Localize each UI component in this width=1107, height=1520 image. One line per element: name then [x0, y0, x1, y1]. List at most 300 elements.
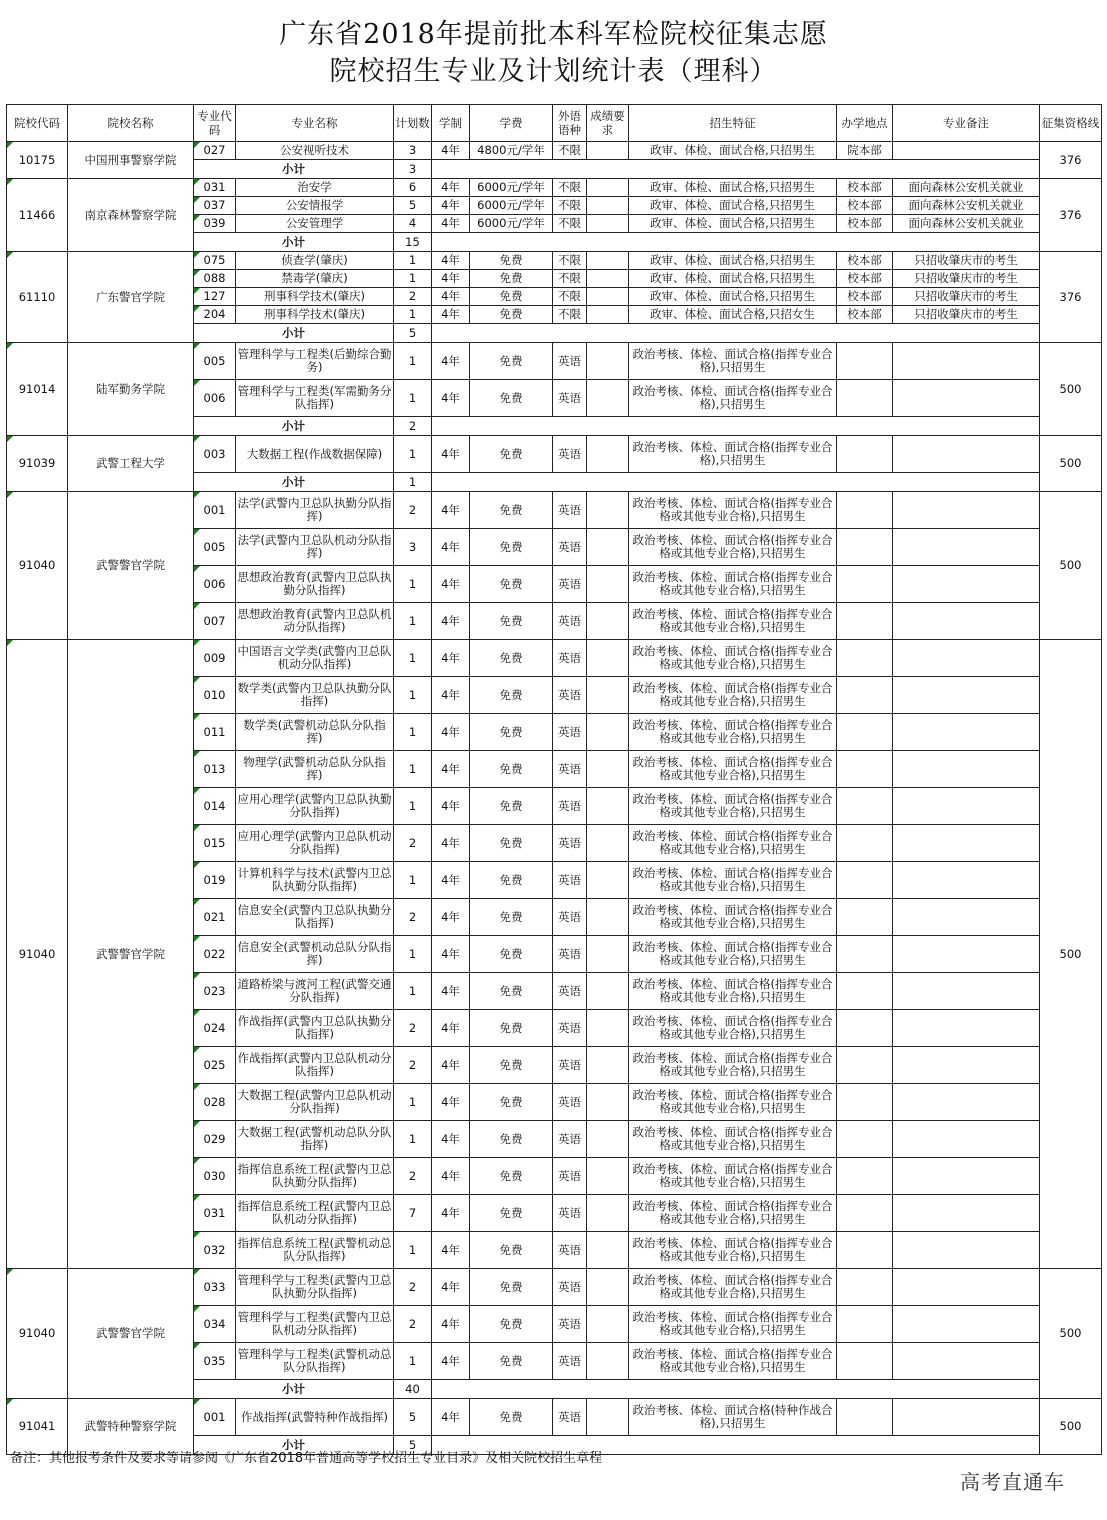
admission-feature-cell: 政审、体检、面试合格,只招男生 [629, 270, 837, 288]
plan-count-cell: 5 [394, 197, 432, 215]
score-requirement-cell [587, 936, 629, 973]
major-code-cell: 127 [194, 288, 236, 306]
campus-cell [837, 1010, 893, 1047]
column-header: 招生特征 [629, 105, 837, 142]
admission-feature-cell: 政审、体检、面试合格,只招男生 [629, 197, 837, 215]
major-note-cell [893, 788, 1040, 825]
major-code-cell: 204 [194, 306, 236, 324]
score-requirement-cell [587, 1084, 629, 1121]
qualifying-score-cell: 376 [1040, 179, 1102, 252]
plan-count-cell: 1 [394, 566, 432, 603]
qualifying-score-cell: 500 [1040, 343, 1102, 436]
major-code-cell: 023 [194, 973, 236, 1010]
tuition-cell: 免费 [470, 380, 553, 417]
major-name-cell: 刑事科学技术(肇庆) [236, 288, 394, 306]
campus-cell [837, 1399, 893, 1436]
admission-feature-cell: 政治考核、体检、面试合格(特种作战合格),只招男生 [629, 1399, 837, 1436]
plan-count-cell: 1 [394, 380, 432, 417]
subtotal-filler [432, 324, 1040, 343]
major-note-cell [893, 603, 1040, 640]
admission-feature-cell: 政治考核、体检、面试合格(指挥专业合格或其他专业合格),只招男生 [629, 714, 837, 751]
school-name-cell: 武警警官学院 [68, 1269, 194, 1399]
major-name-cell: 思想政治教育(武警内卫总队机动分队指挥) [236, 603, 394, 640]
campus-cell [837, 1084, 893, 1121]
plan-count-cell: 1 [394, 1121, 432, 1158]
plan-count-cell: 3 [394, 142, 432, 160]
major-code-cell: 027 [194, 142, 236, 160]
score-requirement-cell [587, 1232, 629, 1269]
major-code-cell: 039 [194, 215, 236, 233]
admission-feature-cell: 政治考核、体检、面试合格(指挥专业合格或其他专业合格),只招男生 [629, 1084, 837, 1121]
language-cell: 英语 [553, 677, 587, 714]
language-cell: 不限 [553, 252, 587, 270]
table-row [7, 343, 1102, 380]
campus-cell [837, 492, 893, 529]
plan-count-cell: 1 [394, 788, 432, 825]
table-row [7, 640, 1102, 677]
major-code-cell: 034 [194, 1306, 236, 1343]
tuition-cell: 免费 [470, 343, 553, 380]
school-code-cell: 91040 [7, 640, 68, 1269]
school-code-cell: 91014 [7, 343, 68, 436]
duration-cell: 4年 [432, 1010, 470, 1047]
major-code-cell: 021 [194, 899, 236, 936]
major-note-cell [893, 1084, 1040, 1121]
duration-cell: 4年 [432, 1084, 470, 1121]
subtotal-value: 15 [394, 233, 432, 252]
school-name-cell: 武警警官学院 [68, 492, 194, 640]
admission-feature-cell: 政治考核、体检、面试合格(指挥专业合格或其他专业合格),只招男生 [629, 529, 837, 566]
duration-cell: 4年 [432, 142, 470, 160]
column-header: 学费 [470, 105, 553, 142]
table-row [7, 1269, 1102, 1306]
subtotal-filler [432, 417, 1040, 436]
campus-cell [837, 936, 893, 973]
major-note-cell [893, 529, 1040, 566]
major-note-cell [893, 640, 1040, 677]
campus-cell [837, 825, 893, 862]
language-cell: 英语 [553, 1121, 587, 1158]
tuition-cell: 免费 [470, 1195, 553, 1232]
major-note-cell [893, 973, 1040, 1010]
major-code-cell: 015 [194, 825, 236, 862]
major-code-cell: 001 [194, 1399, 236, 1436]
duration-cell: 4年 [432, 1047, 470, 1084]
language-cell: 英语 [553, 1195, 587, 1232]
duration-cell: 4年 [432, 306, 470, 324]
score-requirement-cell [587, 179, 629, 197]
score-requirement-cell [587, 306, 629, 324]
major-code-cell: 006 [194, 380, 236, 417]
enrollment-table [6, 104, 1102, 1455]
language-cell: 不限 [553, 270, 587, 288]
score-requirement-cell [587, 343, 629, 380]
major-note-cell [893, 862, 1040, 899]
tuition-cell: 免费 [470, 288, 553, 306]
major-note-cell: 只招收肇庆市的考生 [893, 288, 1040, 306]
duration-cell: 4年 [432, 215, 470, 233]
admission-feature-cell: 政治考核、体检、面试合格(指挥专业合格或其他专业合格),只招男生 [629, 1195, 837, 1232]
plan-count-cell: 1 [394, 714, 432, 751]
admission-feature-cell: 政治考核、体检、面试合格(指挥专业合格或其他专业合格),只招男生 [629, 751, 837, 788]
tuition-cell: 免费 [470, 270, 553, 288]
campus-cell [837, 566, 893, 603]
duration-cell: 4年 [432, 1195, 470, 1232]
subtotal-filler [432, 160, 1040, 179]
major-name-cell: 信息安全(武警内卫总队执勤分队指挥) [236, 899, 394, 936]
duration-cell: 4年 [432, 899, 470, 936]
major-name-cell: 公安情报学 [236, 197, 394, 215]
admission-feature-cell: 政审、体检、面试合格,只招男生 [629, 179, 837, 197]
admission-feature-cell: 政审、体检、面试合格,只招女生 [629, 306, 837, 324]
subtotal-label: 小计 [194, 473, 394, 492]
major-code-cell: 037 [194, 197, 236, 215]
major-note-cell: 只招收肇庆市的考生 [893, 270, 1040, 288]
campus-cell [837, 640, 893, 677]
major-code-cell: 019 [194, 862, 236, 899]
score-requirement-cell [587, 197, 629, 215]
plan-count-cell: 1 [394, 270, 432, 288]
score-requirement-cell [587, 603, 629, 640]
major-name-cell: 中国语言文学类(武警内卫总队机动分队指挥) [236, 640, 394, 677]
campus-cell: 院本部 [837, 142, 893, 160]
watermark-text: 高考直通车 [960, 1470, 1065, 1494]
campus-cell [837, 1047, 893, 1084]
duration-cell: 4年 [432, 788, 470, 825]
major-code-cell: 088 [194, 270, 236, 288]
duration-cell: 4年 [432, 603, 470, 640]
major-code-cell: 009 [194, 640, 236, 677]
score-requirement-cell [587, 1047, 629, 1084]
admission-feature-cell: 政治考核、体检、面试合格(指挥专业合格或其他专业合格),只招男生 [629, 1343, 837, 1380]
major-code-cell: 003 [194, 436, 236, 473]
admission-feature-cell: 政治考核、体检、面试合格(指挥专业合格或其他专业合格),只招男生 [629, 640, 837, 677]
score-requirement-cell [587, 862, 629, 899]
tuition-cell: 免费 [470, 1269, 553, 1306]
tuition-cell: 免费 [470, 973, 553, 1010]
duration-cell: 4年 [432, 751, 470, 788]
major-name-cell: 公安管理学 [236, 215, 394, 233]
footnote: 备注：其他报考条件及要求等请参阅《广东省2018年普通高等学校招生专业目录》及相关院校招生章程 [10, 1451, 603, 1466]
major-name-cell: 信息安全(武警机动总队分队指挥) [236, 936, 394, 973]
language-cell: 英语 [553, 1158, 587, 1195]
tuition-cell: 免费 [470, 603, 553, 640]
major-code-cell: 007 [194, 603, 236, 640]
major-code-cell: 035 [194, 1343, 236, 1380]
column-header: 院校名称 [68, 105, 194, 142]
tuition-cell: 免费 [470, 306, 553, 324]
campus-cell [837, 1343, 893, 1380]
admission-feature-cell: 政审、体检、面试合格,只招男生 [629, 252, 837, 270]
major-note-cell [893, 566, 1040, 603]
major-name-cell: 侦查学(肇庆) [236, 252, 394, 270]
admission-feature-cell: 政审、体检、面试合格,只招男生 [629, 215, 837, 233]
plan-count-cell: 1 [394, 252, 432, 270]
language-cell: 不限 [553, 197, 587, 215]
language-cell: 英语 [553, 1343, 587, 1380]
language-cell: 英语 [553, 1010, 587, 1047]
school-name-cell: 武警警官学院 [68, 640, 194, 1269]
language-cell: 不限 [553, 306, 587, 324]
duration-cell: 4年 [432, 436, 470, 473]
major-name-cell: 思想政治教育(武警内卫总队执勤分队指挥) [236, 566, 394, 603]
score-requirement-cell [587, 215, 629, 233]
tuition-cell: 免费 [470, 1121, 553, 1158]
language-cell: 英语 [553, 436, 587, 473]
duration-cell: 4年 [432, 380, 470, 417]
campus-cell [837, 343, 893, 380]
score-requirement-cell [587, 492, 629, 529]
major-name-cell: 管理科学与工程类(武警内卫总队机动分队指挥) [236, 1306, 394, 1343]
duration-cell: 4年 [432, 529, 470, 566]
score-requirement-cell [587, 1306, 629, 1343]
plan-count-cell: 1 [394, 306, 432, 324]
language-cell: 英语 [553, 343, 587, 380]
campus-cell [837, 436, 893, 473]
tuition-cell: 免费 [470, 1306, 553, 1343]
duration-cell: 4年 [432, 252, 470, 270]
duration-cell: 4年 [432, 1121, 470, 1158]
subtotal-value: 3 [394, 160, 432, 179]
language-cell: 英语 [553, 1232, 587, 1269]
subtotal-filler [432, 233, 1040, 252]
admission-feature-cell: 政治考核、体检、面试合格(指挥专业合格或其他专业合格),只招男生 [629, 1010, 837, 1047]
table-row [7, 492, 1102, 529]
table-row [7, 1399, 1102, 1436]
qualifying-score-cell: 500 [1040, 640, 1102, 1269]
admission-feature-cell: 政治考核、体检、面试合格(指挥专业合格或其他专业合格),只招男生 [629, 1232, 837, 1269]
admission-feature-cell: 政治考核、体检、面试合格(指挥专业合格或其他专业合格),只招男生 [629, 899, 837, 936]
campus-cell: 校本部 [837, 179, 893, 197]
tuition-cell: 6000元/学年 [470, 197, 553, 215]
campus-cell [837, 714, 893, 751]
school-code-cell: 91039 [7, 436, 68, 492]
score-requirement-cell [587, 1343, 629, 1380]
language-cell: 英语 [553, 973, 587, 1010]
subtotal-label: 小计 [194, 417, 394, 436]
duration-cell: 4年 [432, 973, 470, 1010]
campus-cell [837, 1158, 893, 1195]
tuition-cell: 免费 [470, 1158, 553, 1195]
admission-feature-cell: 政治考核、体检、面试合格(指挥专业合格或其他专业合格),只招男生 [629, 1269, 837, 1306]
major-note-cell [893, 1269, 1040, 1306]
school-code-cell: 10175 [7, 142, 68, 179]
campus-cell [837, 973, 893, 1010]
major-name-cell: 刑事科学技术(肇庆) [236, 306, 394, 324]
major-code-cell: 030 [194, 1158, 236, 1195]
major-note-cell [893, 677, 1040, 714]
column-header: 征集资格线 [1040, 105, 1102, 142]
major-code-cell: 032 [194, 1232, 236, 1269]
plan-count-cell: 2 [394, 288, 432, 306]
duration-cell: 4年 [432, 288, 470, 306]
score-requirement-cell [587, 529, 629, 566]
plan-count-cell: 2 [394, 1306, 432, 1343]
plan-count-cell: 3 [394, 529, 432, 566]
language-cell: 英语 [553, 1084, 587, 1121]
language-cell: 英语 [553, 899, 587, 936]
school-code-cell: 11466 [7, 179, 68, 252]
major-name-cell: 管理科学与工程类(后勤综合勤务) [236, 343, 394, 380]
major-code-cell: 031 [194, 179, 236, 197]
major-name-cell: 管理科学与工程类(军需勤务分队指挥) [236, 380, 394, 417]
campus-cell [837, 1232, 893, 1269]
duration-cell: 4年 [432, 179, 470, 197]
plan-count-cell: 2 [394, 825, 432, 862]
language-cell: 不限 [553, 215, 587, 233]
score-requirement-cell [587, 973, 629, 1010]
qualifying-score-cell: 500 [1040, 436, 1102, 492]
score-requirement-cell [587, 788, 629, 825]
major-name-cell: 大数据工程(作战数据保障) [236, 436, 394, 473]
score-requirement-cell [587, 1121, 629, 1158]
major-name-cell: 治安学 [236, 179, 394, 197]
major-code-cell: 006 [194, 566, 236, 603]
plan-count-cell: 2 [394, 1269, 432, 1306]
admission-feature-cell: 政治考核、体检、面试合格(指挥专业合格或其他专业合格),只招男生 [629, 492, 837, 529]
campus-cell: 校本部 [837, 288, 893, 306]
campus-cell [837, 380, 893, 417]
admission-feature-cell: 政治考核、体检、面试合格(指挥专业合格或其他专业合格),只招男生 [629, 825, 837, 862]
plan-count-cell: 1 [394, 751, 432, 788]
plan-count-cell: 2 [394, 1010, 432, 1047]
score-requirement-cell [587, 899, 629, 936]
language-cell: 英语 [553, 936, 587, 973]
column-header: 专业名称 [236, 105, 394, 142]
admission-feature-cell: 政审、体检、面试合格,只招男生 [629, 142, 837, 160]
admission-feature-cell: 政治考核、体检、面试合格(指挥专业合格或其他专业合格),只招男生 [629, 603, 837, 640]
campus-cell [837, 862, 893, 899]
subtotal-label: 小计 [194, 1380, 394, 1399]
duration-cell: 4年 [432, 492, 470, 529]
major-note-cell [893, 380, 1040, 417]
admission-feature-cell: 政治考核、体检、面试合格(指挥专业合格),只招男生 [629, 343, 837, 380]
duration-cell: 4年 [432, 1343, 470, 1380]
admission-feature-cell: 政治考核、体检、面试合格(指挥专业合格或其他专业合格),只招男生 [629, 936, 837, 973]
major-code-cell: 033 [194, 1269, 236, 1306]
language-cell: 英语 [553, 825, 587, 862]
school-name-cell: 广东警官学院 [68, 252, 194, 343]
plan-count-cell: 1 [394, 677, 432, 714]
duration-cell: 4年 [432, 640, 470, 677]
language-cell: 英语 [553, 529, 587, 566]
campus-cell [837, 603, 893, 640]
major-name-cell: 禁毒学(肇庆) [236, 270, 394, 288]
plan-count-cell: 4 [394, 215, 432, 233]
score-requirement-cell [587, 270, 629, 288]
subtotal-label: 小计 [194, 324, 394, 343]
score-requirement-cell [587, 566, 629, 603]
tuition-cell: 免费 [470, 862, 553, 899]
major-name-cell: 指挥信息系统工程(武警机动总队分队指挥) [236, 1232, 394, 1269]
tuition-cell: 6000元/学年 [470, 215, 553, 233]
language-cell: 英语 [553, 1269, 587, 1306]
campus-cell: 校本部 [837, 215, 893, 233]
tuition-cell: 免费 [470, 1343, 553, 1380]
duration-cell: 4年 [432, 270, 470, 288]
qualifying-score-cell: 376 [1040, 252, 1102, 343]
language-cell: 英语 [553, 788, 587, 825]
tuition-cell: 免费 [470, 1010, 553, 1047]
language-cell: 英语 [553, 492, 587, 529]
tuition-cell: 免费 [470, 640, 553, 677]
language-cell: 英语 [553, 640, 587, 677]
header-row [7, 105, 1102, 142]
major-note-cell [893, 1343, 1040, 1380]
major-name-cell: 道路桥梁与渡河工程(武警交通分队指挥) [236, 973, 394, 1010]
major-code-cell: 024 [194, 1010, 236, 1047]
plan-count-cell: 5 [394, 1399, 432, 1436]
campus-cell [837, 899, 893, 936]
duration-cell: 4年 [432, 1232, 470, 1269]
subtotal-value: 40 [394, 1380, 432, 1399]
major-code-cell: 011 [194, 714, 236, 751]
tuition-cell: 免费 [470, 788, 553, 825]
tuition-cell: 免费 [470, 1047, 553, 1084]
plan-count-cell: 1 [394, 640, 432, 677]
column-header: 专业备注 [893, 105, 1040, 142]
campus-cell: 校本部 [837, 306, 893, 324]
campus-cell [837, 1306, 893, 1343]
tuition-cell: 免费 [470, 1399, 553, 1436]
plan-count-cell: 2 [394, 1158, 432, 1195]
tuition-cell: 免费 [470, 1232, 553, 1269]
subtotal-value: 1 [394, 473, 432, 492]
school-name-cell: 陆军勤务学院 [68, 343, 194, 436]
campus-cell [837, 788, 893, 825]
plan-count-cell: 2 [394, 492, 432, 529]
score-requirement-cell [587, 640, 629, 677]
major-code-cell: 005 [194, 529, 236, 566]
tuition-cell: 免费 [470, 1084, 553, 1121]
major-code-cell: 014 [194, 788, 236, 825]
score-requirement-cell [587, 1195, 629, 1232]
qualifying-score-cell: 500 [1040, 492, 1102, 640]
plan-count-cell: 1 [394, 1343, 432, 1380]
campus-cell [837, 1269, 893, 1306]
score-requirement-cell [587, 714, 629, 751]
campus-cell: 校本部 [837, 270, 893, 288]
table-row [7, 252, 1102, 270]
score-requirement-cell [587, 436, 629, 473]
tuition-cell: 6000元/学年 [470, 179, 553, 197]
major-note-cell [893, 1232, 1040, 1269]
major-code-cell: 075 [194, 252, 236, 270]
subtotal-label: 小计 [194, 1436, 394, 1455]
language-cell: 英语 [553, 1306, 587, 1343]
major-code-cell: 001 [194, 492, 236, 529]
admission-feature-cell: 政审、体检、面试合格,只招男生 [629, 288, 837, 306]
school-code-cell: 91041 [7, 1399, 68, 1455]
score-requirement-cell [587, 677, 629, 714]
duration-cell: 4年 [432, 197, 470, 215]
major-name-cell: 指挥信息系统工程(武警内卫总队执勤分队指挥) [236, 1158, 394, 1195]
table-body [7, 142, 1102, 1455]
admission-feature-cell: 政治考核、体检、面试合格(指挥专业合格或其他专业合格),只招男生 [629, 788, 837, 825]
major-name-cell: 公安视听技术 [236, 142, 394, 160]
admission-feature-cell: 政治考核、体检、面试合格(指挥专业合格),只招男生 [629, 380, 837, 417]
language-cell: 英语 [553, 566, 587, 603]
duration-cell: 4年 [432, 714, 470, 751]
major-name-cell: 管理科学与工程类(武警机动总队分队指挥) [236, 1343, 394, 1380]
major-note-cell: 面向森林公安机关就业 [893, 197, 1040, 215]
campus-cell [837, 677, 893, 714]
major-note-cell: 面向森林公安机关就业 [893, 179, 1040, 197]
campus-cell [837, 529, 893, 566]
major-name-cell: 指挥信息系统工程(武警内卫总队机动分队指挥) [236, 1195, 394, 1232]
plan-count-cell: 6 [394, 179, 432, 197]
language-cell: 英语 [553, 862, 587, 899]
